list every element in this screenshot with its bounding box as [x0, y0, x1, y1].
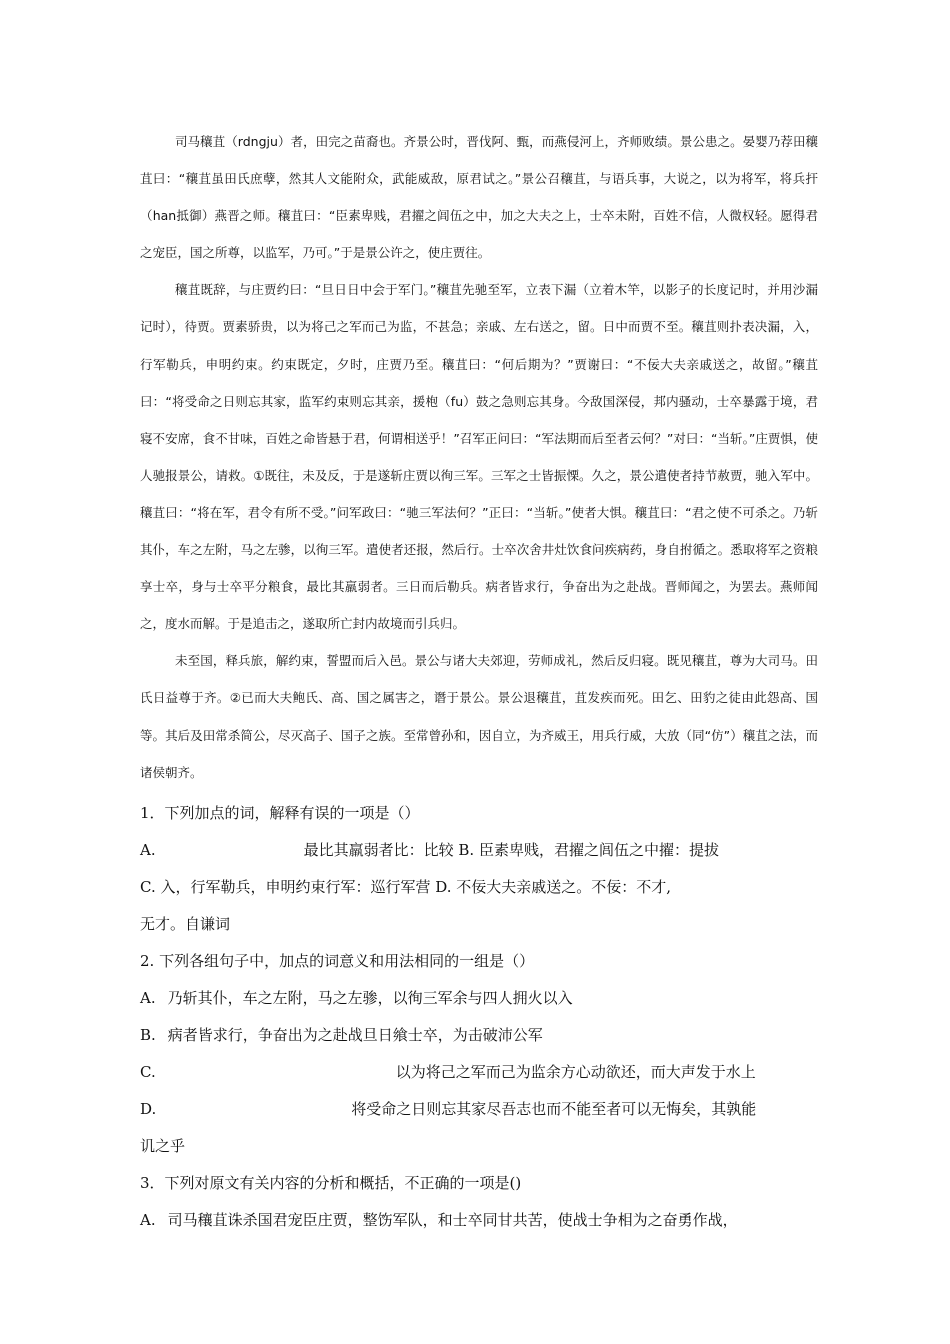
option-text: 司马穰苴诛杀国君宠臣庄贾，整饬军队，和士卒同甘共苦，使战士争相为之奋勇作战，: [167, 1211, 738, 1229]
option-text: 将受命之日则忘其家尽吾志也而不能至者可以无悔矣，其孰能: [351, 1100, 757, 1118]
option-text: 最比其羸弱者比：比较 B. 臣素卑贱，君擢之闾伍之中擢：提拔: [303, 841, 719, 859]
question-2-stem: 2. 下列各组句子中，加点的词意义和用法相同的一组是（）: [140, 952, 535, 970]
classical-passage: [140, 123, 818, 791]
question-3-option-a: [140, 1202, 820, 1239]
question-1-stem: 1．下列加点的词，解释有误的一项是（）: [140, 804, 420, 822]
question-section: [140, 795, 820, 1239]
option-text: 病者皆求行，争奋出为之赴战旦日飨士卒，为击破沛公军: [167, 1026, 543, 1044]
option-label: B.: [140, 1026, 156, 1044]
option-label: A.: [140, 841, 156, 859]
question-2-option-a: [140, 980, 820, 1017]
question-2-option-d-continued: 讥之乎: [140, 1137, 186, 1155]
passage-paragraph-3: 未至国，释兵旅，解约束，誓盟而后入邑。景公与诸大夫郊迎，劳师成礼，然后反归寝。既见穰苴，尊为大司马。田氏日益尊于齐。②已而大夫鲍氏、高、国之属害之，谮于景公。景公退穰苴，苴发疾而死。田乞、田豹之徒由此怨高、国等。其后及田常杀简公，尽灭高子、国子之族。至常曾孙和，因自立，为齐威王，用兵行威，大放（同“仿”）穰苴之法，而诸侯朝齐。: [140, 653, 818, 780]
option-text: 以为将己之军而己为监余方心动欲还，而大声发于水上: [395, 1063, 756, 1081]
question-2-option-d: [140, 1091, 820, 1128]
option-label: C.: [140, 1063, 156, 1081]
question-2-option-c: [140, 1054, 820, 1091]
passage-paragraph-1: 司马穰苴（rdngju）者，田完之苗裔也。齐景公时，晋伐阿、甄，而燕侵河上，齐师败绩。景公患之。晏婴乃荐田穰苴曰：“穰苴虽田氏庶孽，然其人文能附众，武能威敌，原君试之。”景公召穰苴，与语兵事，大说之，以为将军，将兵扞（han抵御）燕晋之师。穰苴曰：“臣素卑贱，君擢之闾伍之中，加之大夫之上，士卒未附，百姓不信，人微权轻。愿得君之宠臣，国之所尊，以监军，乃可。”于是景公许之，使庄贾往。: [140, 134, 818, 261]
question-3-stem: 3．下列对原文有关内容的分析和概括，不正确的一项是(): [140, 1174, 522, 1192]
option-label: D.: [140, 1100, 157, 1118]
passage-paragraph-2: 穰苴既辞，与庄贾约曰：“旦日日中会于军门。”穰苴先驰至军，立表下漏（立着木竿，以影子的长度记时，并用沙漏记时），待贾。贾素骄贵，以为将己之军而己为监，不甚急；亲戚、左右送之，留。日中而贾不至。穰苴则扑表决漏，入，行军勒兵，申明约束。约束既定，夕时，庄贾乃至。穰苴曰：“何后期为？”贾谢曰：“不佞大夫亲戚送之，故留。”穰苴曰：“将受命之日则忘其家，监军约束则忘其亲，援枹（fu）鼓之急则忘其身。今敌国深侵，邦内骚动，士卒暴露于境，君寝不安席，食不甘味，百姓之命皆悬于君，何谓相送乎！”召军正问曰：“军法期而后至者云何？”对曰：“当斩。”庄贾惧，使人驰报景公，请救。①既往，未及反，于是遂斩庄贾以徇三军。三军之士皆振慄。久之，景公遣使者持节赦贾，驰入军中。穰苴曰：“将在军，君令有所不受。”问军政曰：“驰三军法何？”正曰：“当斩。”使者大惧。穰苴曰：“君之使不可杀之。乃斩其仆，车之左附，马之左骖，以徇三军。遣使者还报，然后行。士卒次舍井灶饮食问疾病药，身自拊循之。悉取将军之资粮享士卒，身与士卒平分粮食，最比其羸弱者。三日而后勒兵。病者皆求行，争奋出为之赴战。晋师闻之，为罢去。燕师闻之，度水而解。于是追击之，遂取所亡封内故境而引兵归。: [140, 282, 818, 632]
option-text: 乃斩其仆，车之左附，马之左骖，以徇三军余与四人拥火以入: [167, 989, 573, 1007]
question-1-option-c-d: C. 入，行军勒兵，申明约束行军：巡行军营 D. 不佞大夫亲戚送之。不佞：不才,: [140, 878, 672, 896]
question-2-option-b: [140, 1017, 820, 1054]
question-1-option-d-continued: 无才。自谦词: [140, 915, 231, 933]
option-label: A.: [140, 1211, 156, 1229]
option-label: A.: [140, 989, 156, 1007]
question-1-option-a-b: [140, 832, 820, 869]
